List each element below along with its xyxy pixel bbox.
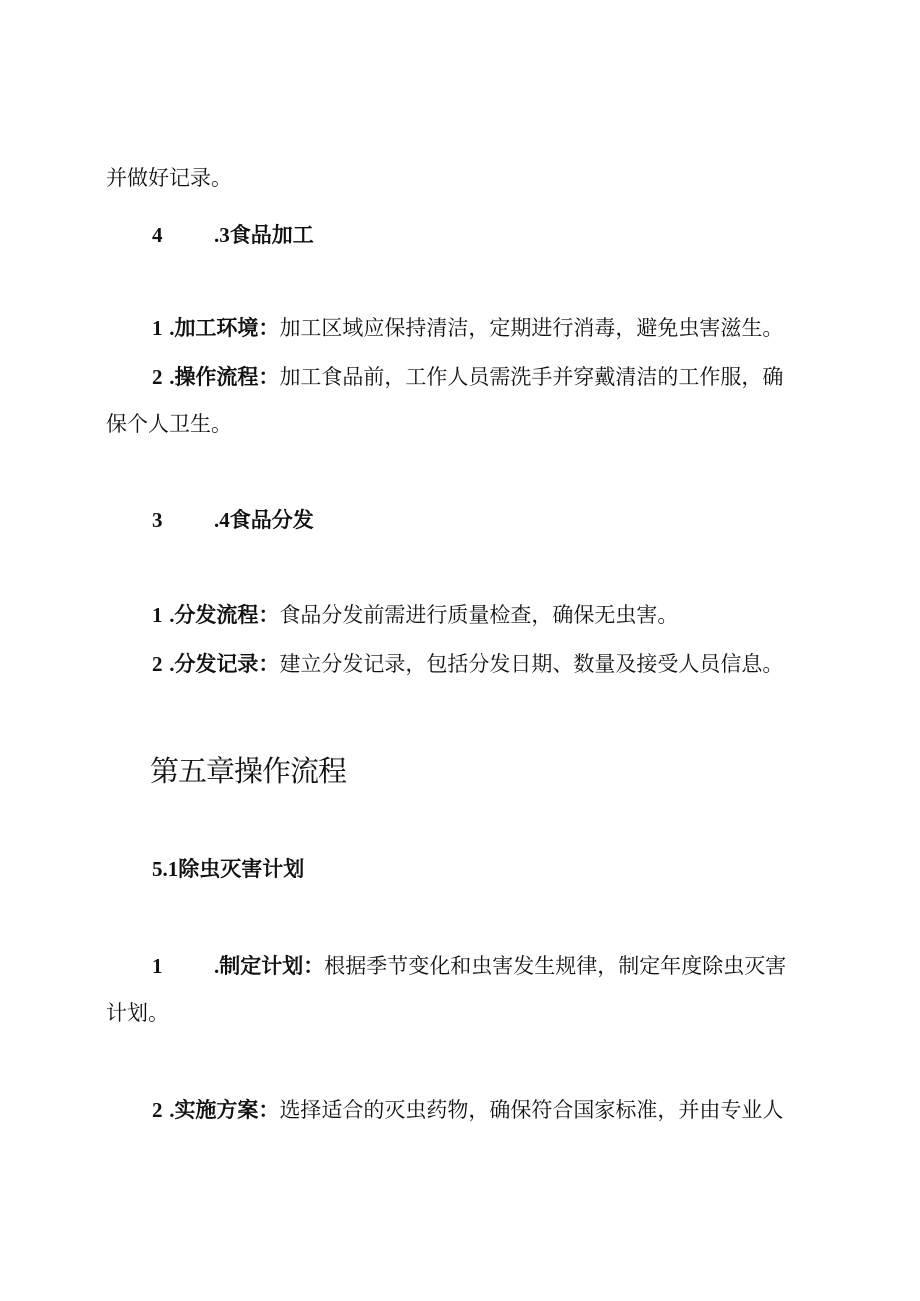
section-subnumber: .3	[214, 223, 230, 247]
list-item-text: 加工食品前，工作人员需洗手并穿戴清洁的工作服，确	[279, 365, 784, 389]
list-item-dot: .	[169, 365, 175, 389]
list-item-dot: .	[169, 652, 175, 676]
list-item	[152, 364, 783, 390]
list-item-heading: 实施方案：	[174, 1098, 280, 1122]
list-item-continuation: 保个人卫生。	[106, 412, 232, 436]
list-item-number: 1	[152, 954, 163, 978]
list-item-heading: 加工环境：	[174, 316, 280, 340]
section-title: 食品加工	[229, 223, 314, 247]
list-item	[152, 1097, 783, 1123]
list-item-number: 2	[152, 1098, 163, 1122]
list-item-text: 选择适合的灭虫药物，确保符合国家标准，并由专业人	[279, 1098, 784, 1122]
list-item	[152, 953, 786, 979]
chapter-title: 第五章操作流程	[150, 756, 347, 788]
section-number: 4	[152, 223, 163, 247]
list-item	[152, 315, 783, 341]
list-item-number: 1	[152, 603, 163, 627]
list-item-heading: 制定计划：	[219, 954, 325, 978]
section-heading	[214, 507, 314, 533]
section-subnumber: .4	[214, 508, 230, 532]
section-heading	[152, 856, 304, 882]
list-item-number: 1	[152, 316, 163, 340]
list-item-text: 食品分发前需进行质量检查，确保无虫害。	[279, 603, 679, 627]
list-item-dot: .	[169, 316, 175, 340]
list-item-text: 建立分发记录，包括分发日期、数量及接受人员信息。	[279, 652, 784, 676]
paragraph-continuation: 并做好记录。	[106, 166, 232, 190]
list-item-heading: 分发记录：	[174, 652, 280, 676]
list-item-number: 2	[152, 652, 163, 676]
section-heading	[214, 222, 314, 248]
section-subnumber: 5.1	[152, 857, 179, 881]
section-title: 除虫灭害计划	[178, 857, 305, 881]
list-item-dot: .	[169, 1098, 175, 1122]
list-item-text: 根据季节变化和虫害发生规律，制定年度除虫灭害	[324, 954, 787, 978]
section-title: 食品分发	[229, 508, 314, 532]
list-item-continuation: 计划。	[106, 1001, 169, 1025]
list-item-text: 加工区域应保持清洁，定期进行消毒，避免虫害滋生。	[279, 316, 784, 340]
section-number: 3	[152, 508, 163, 532]
list-item-number: 2	[152, 365, 163, 389]
list-item-heading: 分发流程：	[174, 603, 280, 627]
list-item	[152, 602, 678, 628]
list-item-heading: 操作流程：	[174, 365, 280, 389]
list-item	[152, 651, 783, 677]
list-item-dot: .	[169, 603, 175, 627]
list-item-dot: .	[214, 954, 220, 978]
